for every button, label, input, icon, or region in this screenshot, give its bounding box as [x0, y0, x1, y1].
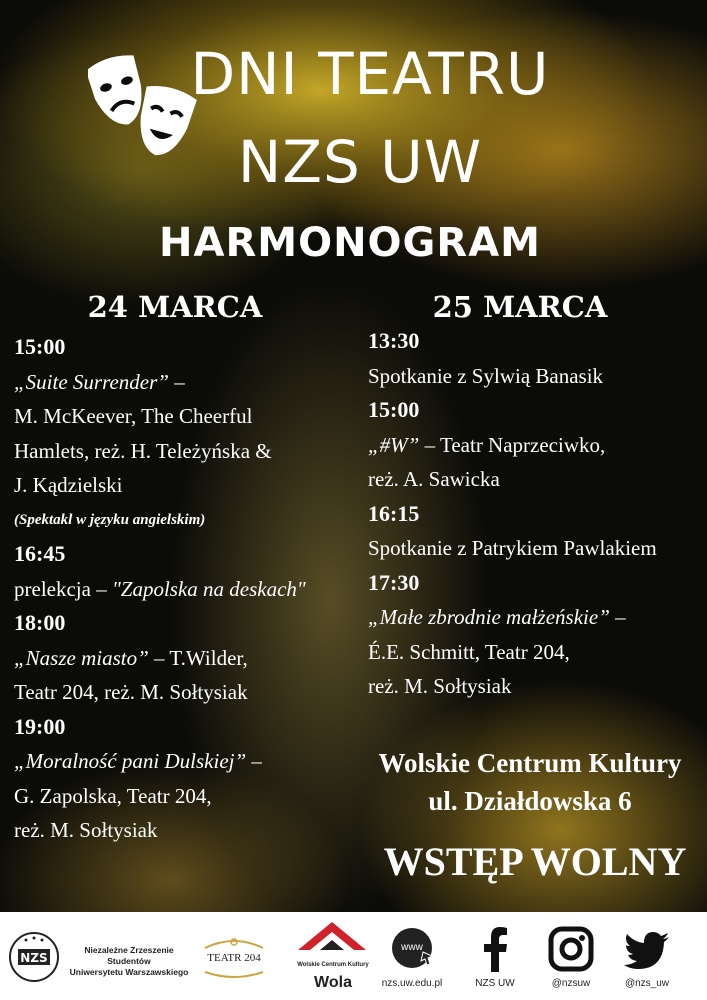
subtitle: HARMONOGRAM — [159, 220, 541, 266]
event-dash: – — [246, 749, 262, 773]
instagram-handle[interactable]: @nzsuw — [551, 978, 591, 989]
event-time: 16:15 — [368, 500, 420, 526]
event-title: „Nasze miasto” — [14, 645, 149, 670]
day2-schedule — [368, 324, 703, 704]
day1-heading: 24 MARCA — [87, 290, 263, 324]
event-prefix: prelekcja – — [14, 576, 112, 601]
event-time: 15:00 — [14, 334, 66, 359]
event-note: (Spektakl w języku angielskim) — [14, 511, 206, 528]
event-line — [14, 572, 354, 607]
event-line: M. McKeever, The Cheerful — [14, 404, 253, 428]
title-line-2: NZS UW — [237, 128, 483, 196]
event-line: reż. A. Sawicka — [368, 467, 500, 491]
event-line — [368, 600, 703, 635]
footer-logos — [0, 912, 707, 1000]
event-title: „Moralność pani Dulskiej” — [14, 749, 247, 773]
event-line: G. Zapolska, Teatr 204, — [14, 783, 212, 808]
event-title: „#W” — [368, 432, 420, 457]
event-time: 19:00 — [14, 713, 66, 739]
venue-address: ul. Działdowska 6 — [428, 786, 632, 816]
nzs-org-name — [64, 945, 194, 978]
event-time: 16:45 — [14, 541, 66, 566]
day1-schedule — [14, 330, 354, 848]
event-line: Hamlets, reż. H. Teleżyńska & — [14, 438, 272, 463]
nzs-org-line: Niezależne Zrzeszenie Studentów — [84, 945, 174, 966]
event-line: Spotkanie z Patrykiem Pawlakiem — [368, 536, 657, 560]
event-line: reż. M. Sołtysiak — [368, 674, 512, 698]
event-line: reż. M. Sołtysiak — [14, 818, 158, 842]
nzs-seal-logo — [8, 930, 60, 984]
event-line — [14, 365, 354, 400]
event-author: – Teatr Naprzeciwko, — [419, 432, 606, 457]
wck-wola-logo — [296, 920, 368, 960]
event-line: Teatr 204, reż. M. Sołtysiak — [14, 680, 248, 704]
title-line-1: DNI TEATRU — [190, 40, 550, 108]
wck-name: Wola — [314, 974, 352, 991]
facebook-handle[interactable]: NZS UW — [475, 978, 515, 989]
wck-caption: Wolskie Centrum Kultury — [297, 962, 369, 968]
event-title: „Suite Surrender” – — [14, 369, 185, 394]
svg-text:NZS: NZS — [20, 951, 48, 965]
event-time: 15:00 — [368, 397, 420, 422]
day2-heading: 25 MARCA — [432, 290, 608, 324]
website-icon-text: www — [401, 942, 423, 953]
event-time: 17:30 — [368, 569, 420, 595]
event-line: É.E. Schmitt, Teatr 204, — [368, 639, 570, 664]
event-title: "Zapolska na deskach" — [111, 576, 306, 601]
admission-free: WSTĘP WOLNY — [383, 839, 687, 884]
event-time: 13:30 — [368, 328, 420, 353]
event-time: 18:00 — [14, 610, 66, 635]
teatr-204-text: TEATR 204 — [207, 952, 261, 964]
twitter-handle[interactable]: @nzs_uw — [624, 978, 670, 989]
event-line — [14, 744, 354, 779]
venue-name: Wolskie Centrum Kultury — [378, 748, 682, 778]
venue — [350, 744, 707, 820]
event-line: Spotkanie z Sylwią Banasik — [368, 363, 604, 388]
facebook-icon — [480, 926, 510, 972]
event-dash: – — [609, 605, 626, 629]
nzs-org-line: Uniwersytetu Warszawskiego — [69, 967, 189, 977]
twitter-icon — [624, 932, 670, 970]
website-link[interactable]: nzs.uw.edu.pl — [381, 978, 443, 989]
event-line — [368, 428, 703, 463]
event-line — [14, 641, 354, 676]
instagram-icon — [548, 926, 594, 972]
event-title: „Małe zbrodnie małżeńskie” — [368, 605, 610, 629]
event-author: – T.Wilder, — [148, 645, 248, 670]
event-line: J. Kądzielski — [14, 473, 123, 497]
